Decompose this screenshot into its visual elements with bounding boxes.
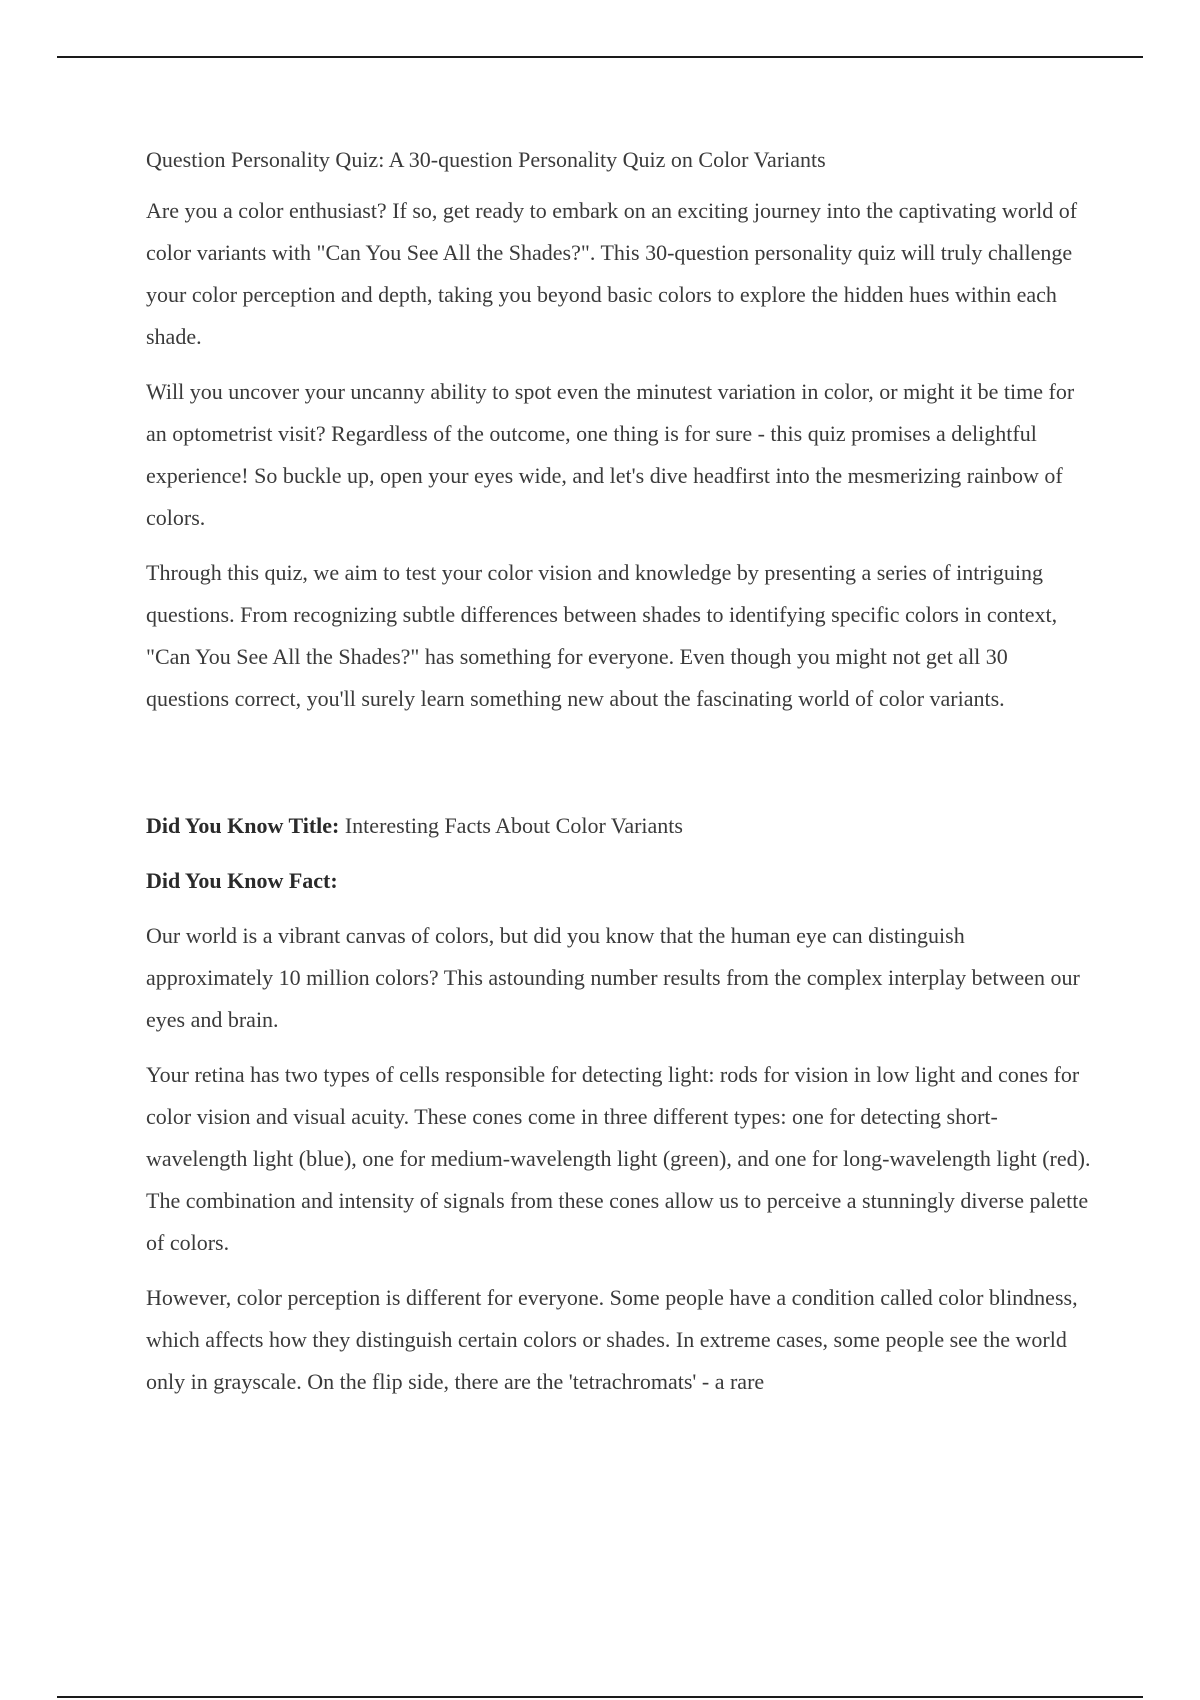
fact-paragraph-1: Our world is a vibrant canvas of colors, but did you know that the human eye can distinguish approximately 10 million colors? This astounding number results from the complex interplay between our eyes and brain. [146,923,1080,1032]
fact-paragraph-3: However, color perception is different for everyone. Some people have a condition called color blindness, which affects how they distinguish certain colors or shades. In extreme cases, some people see the world only in grayscale. On the flip side, there are the 'tetrachromats' - a rare [146,1285,1078,1394]
bottom-page-rule [57,1696,1143,1698]
section-spacer [146,733,1094,805]
intro-paragraph-3: Through this quiz, we aim to test your color vision and knowledge by presenting a series of intriguing questions. From recognizing subtle differences between shades to identifying specific colors in context, "Can You See All the Shades?" has something for everyone. Even though you might not get all 30 questions correct, you'll surely learn something new about the fascinating world of color variants. [146,560,1058,711]
did-you-know-title-label: Did You Know Title: [146,813,340,838]
quiz-title: Question Personality Quiz: A 30-question Personality Quiz on Color Variants [146,147,826,172]
intro-paragraph-2: Will you uncover your uncanny ability to spot even the minutest variation in color, or might it be time for an optometrist visit? Regardless of the outcome, one thing is for sure - this quiz promises a delightful experience! So buckle up, open your eyes wide, and let's dive headfirst into the mesmerizing rainbow of colors. [146,379,1075,530]
intro-paragraph-1: Are you a color enthusiast? If so, get ready to embark on an exciting journey into the captivating world of color variants with "Can You See All the Shades?". This 30-question personality quiz will truly challenge your color perception and depth, taking you beyond basic colors to explore the hidden hues within each shade. [146,198,1078,349]
document-body [146,142,1094,1416]
did-you-know-fact-label: Did You Know Fact: [146,868,338,893]
did-you-know-title-value: Interesting Facts About Color Variants [339,813,683,838]
fact-paragraph-2: Your retina has two types of cells responsible for detecting light: rods for vision in low light and cones for color vision and visual acuity. These cones come in three different types: one for detecting short-wavelength light (blue), one for medium-wavelength light (green), and one for long-wavelength light (red). The combination and intensity of signals from these cones allow us to perceive a stunningly diverse palette of colors. [146,1062,1091,1255]
top-page-rule [57,56,1143,58]
did-you-know-title [146,805,1094,847]
